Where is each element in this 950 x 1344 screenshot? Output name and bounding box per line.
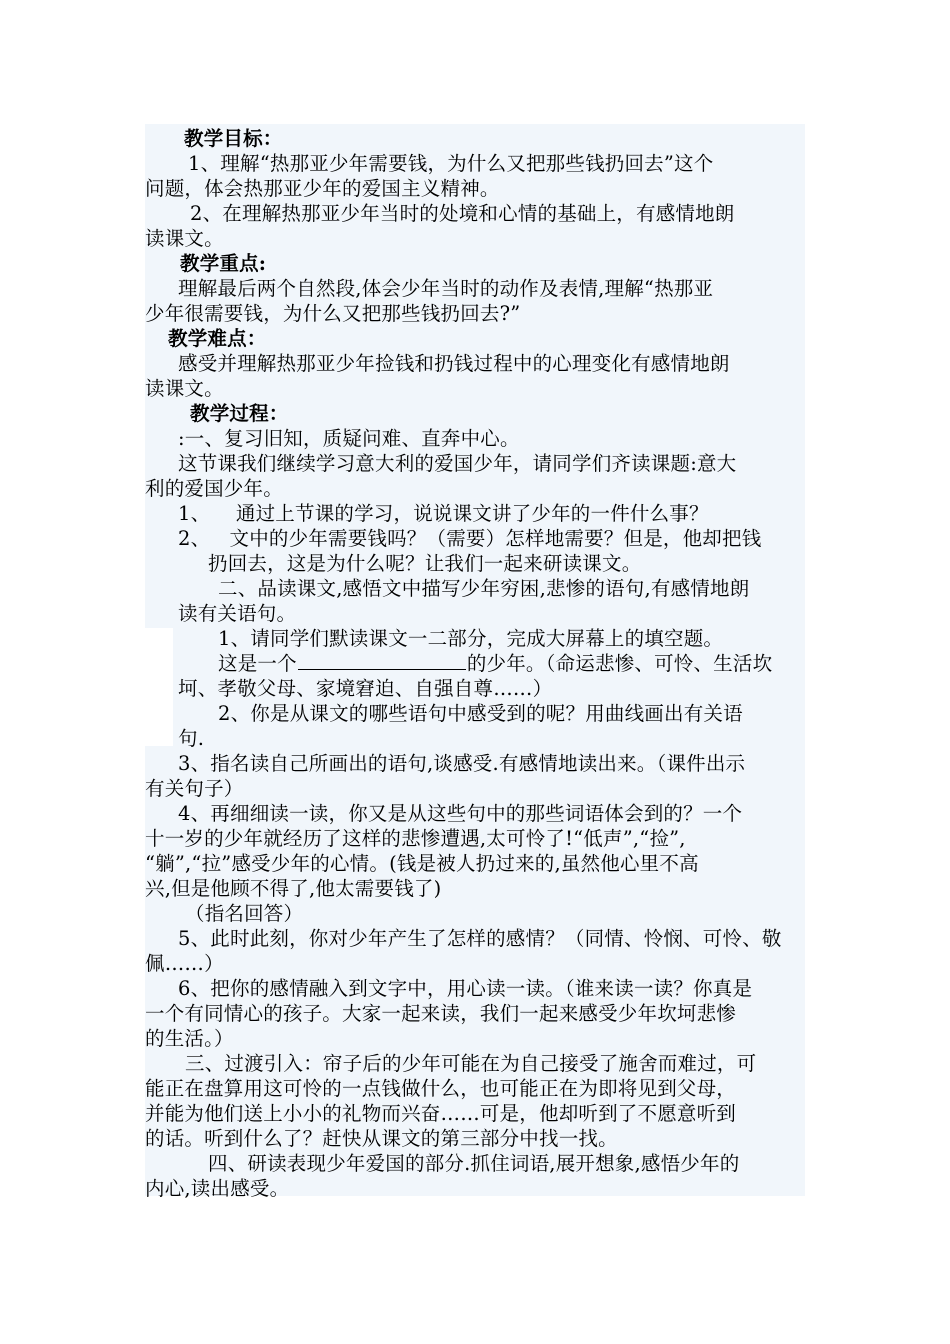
key-points-line: 理解最后两个自然段,体会少年当时的动作及表情,理解“热那亚 xyxy=(178,277,714,300)
process-line: 利的爱国少年。 xyxy=(145,477,283,500)
process-line: 坷、孝敬父母、家境窘迫、自强自尊……） xyxy=(178,677,553,700)
process-line: “躺”,“拉”感受少年的心情。(钱是被人扔过来的,虽然他心里不高 xyxy=(145,852,699,875)
key-points-line: 少年很需要钱，为什么又把那些钱扔回去?” xyxy=(145,302,521,325)
process-line: 的生活。） xyxy=(145,1027,234,1050)
fill-in-prefix: 这是一个 xyxy=(218,652,297,675)
objective-1-line: 1、理解“热那亚少年需要钱，为什么又把那些钱扔回去”这个 xyxy=(188,152,714,175)
process-line: 三、过渡引入：帘子后的少年可能在为自己接受了施舍而难过，可 xyxy=(185,1052,757,1075)
process-line: 二、品读课文,感悟文中描写少年穷困,悲惨的语句,有感情地朗 xyxy=(218,577,750,600)
process-line: 2、你是从课文的哪些语句中感受到的呢？用曲线画出有关语 xyxy=(218,702,743,725)
process-line: 并能为他们送上小小的礼物而兴奋……可是，他却听到了不愿意听到 xyxy=(145,1102,737,1125)
process-line: 2、 文中的少年需要钱吗？（需要）怎样地需要？但是，他却把钱 xyxy=(178,527,762,550)
objectives-heading: 教学目标： xyxy=(184,127,283,150)
process-line: 这节课我们继续学习意大利的爱国少年，请同学们齐读课题:意大 xyxy=(178,452,737,475)
process-line: 有关句子） xyxy=(145,777,244,800)
objective-2-line: 2、在理解热那亚少年当时的处境和心情的基础上，有感情地朗 xyxy=(190,202,735,225)
fill-in-blank-line xyxy=(218,651,772,677)
process-line: 内心,读出感受。 xyxy=(145,1177,290,1200)
fill-in-suffix: 的少年。（命运悲惨、可怜、生活坎 xyxy=(466,652,773,675)
key-points-heading: 教学重点: xyxy=(180,252,267,275)
process-line: 扔回去，这是为什么呢？让我们一起来研读课文。 xyxy=(208,552,642,575)
process-line: 十一岁的少年就经历了这样的悲惨遭遇,太可怜了!“低声”,“捡”, xyxy=(145,827,686,850)
process-line: 1、 通过上节课的学习，说说课文讲了少年的一件什么事？ xyxy=(178,502,709,525)
process-line: 1、请同学们默读课文一二部分，完成大屏幕上的填空题。 xyxy=(218,627,724,650)
objective-1-line: 问题，体会热那亚少年的爱国主义精神。 xyxy=(145,177,500,200)
difficult-points-heading: 教学难点： xyxy=(168,327,267,350)
process-line: :一、复习旧知，质疑问难、直奔中心。 xyxy=(178,427,520,450)
process-line: 四、研读表现少年爱国的部分.抓住词语,展开想象,感悟少年的 xyxy=(208,1152,740,1175)
process-line: 兴,但是他顾不得了,他太需要钱了) xyxy=(145,877,442,900)
fill-in-blank xyxy=(298,651,466,670)
objective-2-line: 读课文。 xyxy=(145,227,224,250)
process-line: 一个有同情心的孩子。大家一起来读，我们一起来感受少年坎坷悲惨 xyxy=(145,1002,737,1025)
process-line: 的话。听到什么了？赶快从课文的第三部分中找一找。 xyxy=(145,1127,618,1150)
process-line: 读有关语句。 xyxy=(178,602,297,625)
process-line: （指名回答） xyxy=(185,902,304,925)
process-line: 6、把你的感情融入到文字中，用心读一读。（谁来读一读？你真是 xyxy=(178,977,753,1000)
process-line: 5、此时此刻，你对少年产生了怎样的感情？（同情、怜悯、可怜、敬 xyxy=(178,927,782,950)
process-heading: 教学过程： xyxy=(190,402,289,425)
difficult-points-line: 读课文。 xyxy=(145,377,224,400)
process-line: 能正在盘算用这可怜的一点钱做什么，也可能正在为即将见到父母， xyxy=(145,1077,737,1100)
process-line: 4、再细细读一读，你又是从这些句中的那些词语体会到的？一个 xyxy=(178,802,743,825)
process-line: 佩……） xyxy=(145,952,224,975)
difficult-points-line: 感受并理解热那亚少年捡钱和扔钱过程中的心理变化有感情地朗 xyxy=(178,352,730,375)
process-line: 句. xyxy=(178,727,205,750)
process-line: 3、指名读自己所画出的语句,谈感受.有感情地读出来。（课件出示 xyxy=(178,752,746,775)
